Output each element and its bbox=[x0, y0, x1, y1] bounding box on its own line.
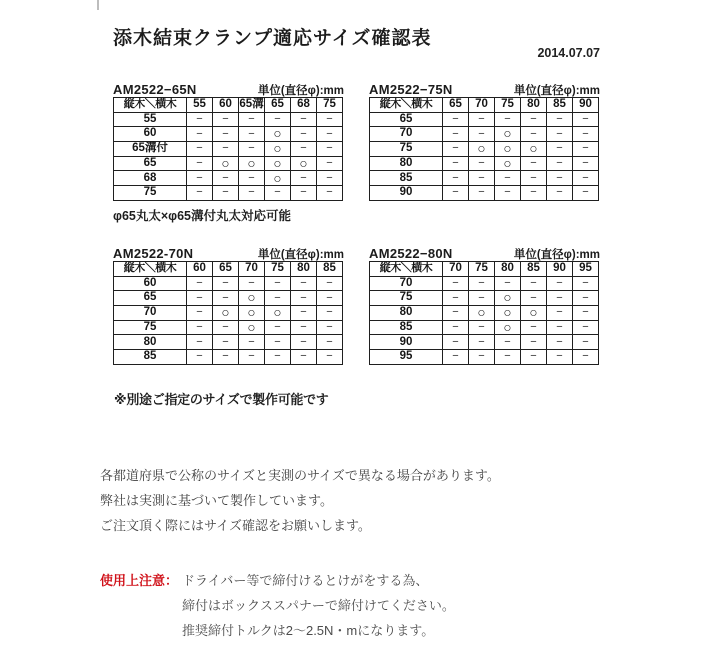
no-match-cell: − bbox=[317, 306, 343, 321]
col-header: 65 bbox=[443, 98, 469, 113]
row-header: 75 bbox=[370, 291, 443, 306]
table-row bbox=[370, 186, 599, 201]
table-row bbox=[370, 306, 599, 321]
match-circle-cell: ○ bbox=[213, 156, 239, 171]
no-match-cell: − bbox=[443, 127, 469, 142]
no-match-cell: − bbox=[213, 335, 239, 350]
no-match-cell: − bbox=[547, 156, 573, 171]
unit-label: 単位(直径φ):mm bbox=[257, 249, 344, 261]
no-match-cell: − bbox=[469, 186, 495, 201]
no-match-cell: − bbox=[317, 156, 343, 171]
table-block-1 bbox=[113, 82, 344, 224]
no-match-cell: − bbox=[265, 320, 291, 335]
no-match-cell: − bbox=[469, 171, 495, 186]
match-circle-cell: ○ bbox=[239, 306, 265, 321]
unit-label: 単位(直径φ):mm bbox=[257, 85, 344, 97]
no-match-cell: − bbox=[521, 276, 547, 291]
column-header-row bbox=[370, 262, 599, 277]
row-header: 85 bbox=[114, 350, 187, 365]
date-label: 2014.07.07 bbox=[537, 46, 600, 60]
match-circle-cell: ○ bbox=[265, 127, 291, 142]
no-match-cell: − bbox=[291, 186, 317, 201]
table-row bbox=[114, 156, 343, 171]
corner-label: 縦木＼横木 bbox=[370, 98, 443, 113]
no-match-cell: − bbox=[547, 320, 573, 335]
no-match-cell: − bbox=[443, 171, 469, 186]
row-header: 68 bbox=[114, 171, 187, 186]
col-header: 75 bbox=[317, 98, 343, 113]
page-edge-artifact bbox=[97, 0, 99, 10]
no-match-cell: − bbox=[521, 335, 547, 350]
col-header: 75 bbox=[469, 262, 495, 277]
no-match-cell: − bbox=[495, 186, 521, 201]
col-header: 80 bbox=[495, 262, 521, 277]
info-paragraph bbox=[100, 463, 500, 538]
table-row bbox=[114, 320, 343, 335]
row-header: 70 bbox=[370, 276, 443, 291]
no-match-cell: − bbox=[291, 350, 317, 365]
no-match-cell: − bbox=[187, 156, 213, 171]
col-header: 55 bbox=[187, 98, 213, 113]
row-header: 90 bbox=[370, 335, 443, 350]
match-circle-cell: ○ bbox=[495, 142, 521, 157]
row-header: 85 bbox=[370, 320, 443, 335]
table-row bbox=[114, 186, 343, 201]
no-match-cell: − bbox=[291, 142, 317, 157]
size-table bbox=[369, 261, 599, 365]
no-match-cell: − bbox=[265, 335, 291, 350]
match-circle-cell: ○ bbox=[239, 156, 265, 171]
no-match-cell: − bbox=[291, 276, 317, 291]
no-match-cell: − bbox=[213, 320, 239, 335]
no-match-cell: − bbox=[291, 335, 317, 350]
no-match-cell: − bbox=[317, 127, 343, 142]
col-header: 65溝 bbox=[239, 98, 265, 113]
table-row bbox=[114, 335, 343, 350]
row-header: 70 bbox=[114, 306, 187, 321]
no-match-cell: − bbox=[469, 112, 495, 127]
corner-label: 縦木＼横木 bbox=[370, 262, 443, 277]
match-circle-cell: ○ bbox=[521, 306, 547, 321]
no-match-cell: − bbox=[187, 276, 213, 291]
no-match-cell: − bbox=[547, 112, 573, 127]
no-match-cell: − bbox=[213, 112, 239, 127]
no-match-cell: − bbox=[443, 156, 469, 171]
no-match-cell: − bbox=[187, 350, 213, 365]
row-header: 65 bbox=[114, 291, 187, 306]
match-circle-cell: ○ bbox=[495, 306, 521, 321]
col-header: 80 bbox=[291, 262, 317, 277]
no-match-cell: − bbox=[547, 142, 573, 157]
table-block-3 bbox=[113, 246, 344, 365]
table-row bbox=[370, 171, 599, 186]
no-match-cell: − bbox=[187, 335, 213, 350]
no-match-cell: − bbox=[521, 186, 547, 201]
no-match-cell: − bbox=[573, 276, 599, 291]
no-match-cell: − bbox=[521, 171, 547, 186]
match-circle-cell: ○ bbox=[521, 142, 547, 157]
column-header-row bbox=[114, 262, 343, 277]
match-circle-cell: ○ bbox=[265, 306, 291, 321]
no-match-cell: − bbox=[547, 171, 573, 186]
col-header: 90 bbox=[547, 262, 573, 277]
no-match-cell: − bbox=[187, 291, 213, 306]
table-header bbox=[369, 82, 600, 96]
col-header: 68 bbox=[291, 98, 317, 113]
table-row bbox=[114, 306, 343, 321]
no-match-cell: − bbox=[573, 335, 599, 350]
match-circle-cell: ○ bbox=[265, 156, 291, 171]
no-match-cell: − bbox=[239, 142, 265, 157]
no-match-cell: − bbox=[573, 320, 599, 335]
custom-size-note: ※別途ご指定のサイズで製作可能です bbox=[114, 392, 329, 407]
unit-label: 単位(直径φ):mm bbox=[513, 249, 600, 261]
no-match-cell: − bbox=[265, 186, 291, 201]
row-header: 75 bbox=[370, 142, 443, 157]
no-match-cell: − bbox=[443, 350, 469, 365]
no-match-cell: − bbox=[495, 171, 521, 186]
no-match-cell: − bbox=[187, 171, 213, 186]
no-match-cell: − bbox=[187, 306, 213, 321]
row-header: 65 bbox=[114, 156, 187, 171]
size-table bbox=[369, 97, 599, 201]
no-match-cell: − bbox=[547, 335, 573, 350]
info-line-2: 弊社は実測に基づいて製作しています。 bbox=[100, 493, 333, 508]
no-match-cell: − bbox=[213, 276, 239, 291]
no-match-cell: − bbox=[573, 156, 599, 171]
model-label: AM2522−65N bbox=[113, 82, 197, 97]
table-row bbox=[114, 276, 343, 291]
table-row bbox=[114, 127, 343, 142]
no-match-cell: − bbox=[573, 291, 599, 306]
table-note: φ65丸太×φ65溝付丸太対応可能 bbox=[113, 208, 291, 223]
no-match-cell: − bbox=[265, 350, 291, 365]
row-header: 75 bbox=[114, 186, 187, 201]
model-label: AM2522−75N bbox=[369, 82, 453, 97]
table-row bbox=[114, 350, 343, 365]
table-block-2 bbox=[369, 82, 600, 201]
no-match-cell: − bbox=[469, 127, 495, 142]
no-match-cell: − bbox=[213, 127, 239, 142]
row-header: 75 bbox=[114, 320, 187, 335]
model-label: AM2522-70N bbox=[113, 246, 194, 261]
table-row bbox=[370, 320, 599, 335]
no-match-cell: − bbox=[443, 276, 469, 291]
no-match-cell: − bbox=[443, 186, 469, 201]
table-row bbox=[370, 112, 599, 127]
row-header: 60 bbox=[114, 127, 187, 142]
match-circle-cell: ○ bbox=[495, 320, 521, 335]
col-header: 75 bbox=[495, 98, 521, 113]
no-match-cell: − bbox=[573, 127, 599, 142]
no-match-cell: − bbox=[317, 186, 343, 201]
no-match-cell: − bbox=[521, 127, 547, 142]
match-circle-cell: ○ bbox=[291, 156, 317, 171]
match-circle-cell: ○ bbox=[213, 306, 239, 321]
no-match-cell: − bbox=[317, 171, 343, 186]
table-row bbox=[370, 276, 599, 291]
match-circle-cell: ○ bbox=[239, 291, 265, 306]
col-header: 75 bbox=[265, 262, 291, 277]
info-line-1: 各都道府県で公称のサイズと実測のサイズで異なる場合があります。 bbox=[100, 468, 500, 483]
table-block-4 bbox=[369, 246, 600, 365]
caution-line-3: 推奨締付トルクは2〜2.5N・mになります。 bbox=[182, 623, 435, 638]
col-header: 90 bbox=[573, 98, 599, 113]
no-match-cell: − bbox=[547, 186, 573, 201]
no-match-cell: − bbox=[573, 171, 599, 186]
row-header: 85 bbox=[370, 171, 443, 186]
page-title: 添木結束クランプ適応サイズ確認表 bbox=[113, 28, 432, 49]
col-header: 60 bbox=[187, 262, 213, 277]
no-match-cell: − bbox=[317, 320, 343, 335]
no-match-cell: − bbox=[495, 350, 521, 365]
table-row bbox=[114, 142, 343, 157]
no-match-cell: − bbox=[443, 142, 469, 157]
col-header: 65 bbox=[265, 98, 291, 113]
no-match-cell: − bbox=[213, 350, 239, 365]
model-label: AM2522−80N bbox=[369, 246, 453, 261]
match-circle-cell: ○ bbox=[265, 142, 291, 157]
no-match-cell: − bbox=[291, 171, 317, 186]
no-match-cell: − bbox=[521, 291, 547, 306]
no-match-cell: − bbox=[495, 112, 521, 127]
size-table bbox=[113, 261, 343, 365]
no-match-cell: − bbox=[521, 156, 547, 171]
no-match-cell: − bbox=[469, 291, 495, 306]
no-match-cell: − bbox=[443, 335, 469, 350]
no-match-cell: − bbox=[443, 291, 469, 306]
no-match-cell: − bbox=[187, 320, 213, 335]
size-table bbox=[113, 97, 343, 201]
corner-label: 縦木＼横木 bbox=[114, 98, 187, 113]
col-header: 85 bbox=[521, 262, 547, 277]
info-line-3: ご注文頂く際にはサイズ確認をお願いします。 bbox=[100, 518, 371, 533]
no-match-cell: − bbox=[187, 112, 213, 127]
match-circle-cell: ○ bbox=[469, 142, 495, 157]
no-match-cell: − bbox=[213, 186, 239, 201]
row-header: 95 bbox=[370, 350, 443, 365]
no-match-cell: − bbox=[573, 350, 599, 365]
col-header: 65 bbox=[213, 262, 239, 277]
no-match-cell: − bbox=[239, 276, 265, 291]
table-row bbox=[370, 335, 599, 350]
row-header: 80 bbox=[370, 306, 443, 321]
col-header: 60 bbox=[213, 98, 239, 113]
col-header: 70 bbox=[469, 98, 495, 113]
table-row bbox=[370, 142, 599, 157]
caution-section bbox=[100, 568, 455, 643]
col-header: 85 bbox=[317, 262, 343, 277]
row-header: 80 bbox=[370, 156, 443, 171]
no-match-cell: − bbox=[495, 276, 521, 291]
no-match-cell: − bbox=[291, 306, 317, 321]
row-header: 55 bbox=[114, 112, 187, 127]
match-circle-cell: ○ bbox=[495, 291, 521, 306]
table-header bbox=[113, 82, 344, 96]
table-row bbox=[370, 350, 599, 365]
col-header: 70 bbox=[239, 262, 265, 277]
column-header-row bbox=[370, 98, 599, 113]
column-header-row bbox=[114, 98, 343, 113]
caution-line-1: ドライバー等で締付けるとけがをする為、 bbox=[182, 573, 429, 588]
no-match-cell: − bbox=[469, 320, 495, 335]
row-header: 70 bbox=[370, 127, 443, 142]
no-match-cell: − bbox=[265, 291, 291, 306]
match-circle-cell: ○ bbox=[239, 320, 265, 335]
no-match-cell: − bbox=[521, 112, 547, 127]
table-row bbox=[114, 171, 343, 186]
caution-body bbox=[182, 568, 455, 643]
no-match-cell: − bbox=[573, 186, 599, 201]
no-match-cell: − bbox=[443, 306, 469, 321]
no-match-cell: − bbox=[317, 142, 343, 157]
match-circle-cell: ○ bbox=[469, 306, 495, 321]
table-header bbox=[113, 246, 344, 260]
no-match-cell: − bbox=[187, 142, 213, 157]
no-match-cell: − bbox=[317, 291, 343, 306]
no-match-cell: − bbox=[317, 335, 343, 350]
no-match-cell: − bbox=[547, 306, 573, 321]
row-header: 65 bbox=[370, 112, 443, 127]
caution-label: 使用上注意： bbox=[100, 573, 179, 588]
no-match-cell: − bbox=[291, 320, 317, 335]
caution-line-2: 締付はボックススパナーで締付けてください。 bbox=[182, 598, 455, 613]
match-circle-cell: ○ bbox=[495, 127, 521, 142]
no-match-cell: − bbox=[291, 127, 317, 142]
no-match-cell: − bbox=[291, 112, 317, 127]
no-match-cell: − bbox=[469, 350, 495, 365]
no-match-cell: − bbox=[317, 350, 343, 365]
no-match-cell: − bbox=[547, 127, 573, 142]
match-circle-cell: ○ bbox=[265, 171, 291, 186]
no-match-cell: − bbox=[187, 186, 213, 201]
col-header: 70 bbox=[443, 262, 469, 277]
no-match-cell: − bbox=[187, 127, 213, 142]
no-match-cell: − bbox=[317, 112, 343, 127]
no-match-cell: − bbox=[291, 291, 317, 306]
table-row bbox=[114, 112, 343, 127]
no-match-cell: − bbox=[265, 112, 291, 127]
no-match-cell: − bbox=[547, 291, 573, 306]
row-header: 60 bbox=[114, 276, 187, 291]
no-match-cell: − bbox=[469, 335, 495, 350]
no-match-cell: − bbox=[443, 112, 469, 127]
col-header: 85 bbox=[547, 98, 573, 113]
no-match-cell: − bbox=[495, 335, 521, 350]
unit-label: 単位(直径φ):mm bbox=[513, 85, 600, 97]
no-match-cell: − bbox=[239, 127, 265, 142]
no-match-cell: − bbox=[239, 350, 265, 365]
no-match-cell: − bbox=[239, 112, 265, 127]
table-row bbox=[114, 291, 343, 306]
no-match-cell: − bbox=[213, 171, 239, 186]
table-row bbox=[370, 156, 599, 171]
table-row bbox=[370, 127, 599, 142]
no-match-cell: − bbox=[573, 112, 599, 127]
corner-label: 縦木＼横木 bbox=[114, 262, 187, 277]
no-match-cell: − bbox=[547, 350, 573, 365]
no-match-cell: − bbox=[443, 320, 469, 335]
no-match-cell: − bbox=[521, 320, 547, 335]
no-match-cell: − bbox=[469, 276, 495, 291]
no-match-cell: − bbox=[573, 306, 599, 321]
table-header bbox=[369, 246, 600, 260]
row-header: 80 bbox=[114, 335, 187, 350]
no-match-cell: − bbox=[469, 156, 495, 171]
match-circle-cell: ○ bbox=[495, 156, 521, 171]
row-header: 90 bbox=[370, 186, 443, 201]
no-match-cell: − bbox=[573, 142, 599, 157]
col-header: 95 bbox=[573, 262, 599, 277]
no-match-cell: − bbox=[239, 186, 265, 201]
col-header: 80 bbox=[521, 98, 547, 113]
no-match-cell: − bbox=[213, 142, 239, 157]
no-match-cell: − bbox=[317, 276, 343, 291]
no-match-cell: − bbox=[265, 276, 291, 291]
no-match-cell: − bbox=[213, 291, 239, 306]
no-match-cell: − bbox=[239, 335, 265, 350]
row-header: 65溝付 bbox=[114, 142, 187, 157]
table-row bbox=[370, 291, 599, 306]
no-match-cell: − bbox=[547, 276, 573, 291]
no-match-cell: − bbox=[239, 171, 265, 186]
no-match-cell: − bbox=[521, 350, 547, 365]
